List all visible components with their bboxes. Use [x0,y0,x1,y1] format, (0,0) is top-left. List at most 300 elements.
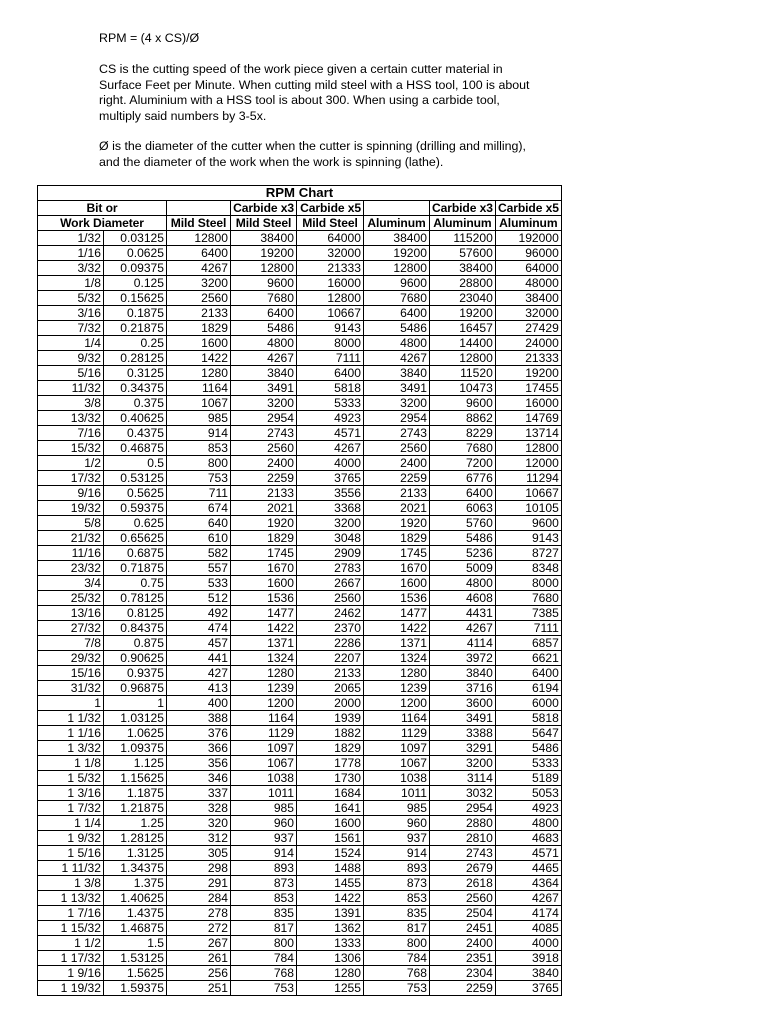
cell-carbide-x3-steel: 2259 [231,471,297,486]
table-row [38,441,562,456]
cell-carbide-x3-steel: 985 [231,801,297,816]
cell-decimal: 1.25 [104,816,167,831]
cell-aluminum: 3200 [364,396,430,411]
cell-aluminum: 1422 [364,621,430,636]
cell-fraction: 1 3/8 [38,876,104,891]
cell-aluminum: 1097 [364,741,430,756]
table-row [38,906,562,921]
cell-decimal: 0.75 [104,576,167,591]
cell-mild-steel: 305 [167,846,231,861]
cell-decimal: 0.96875 [104,681,167,696]
cell-aluminum: 4800 [364,336,430,351]
cell-mild-steel: 2560 [167,291,231,306]
cell-decimal: 0.5 [104,456,167,471]
cell-carbide-x5-steel: 1280 [297,966,364,981]
table-row [38,276,562,291]
cell-carbide-x3-aluminum: 14400 [430,336,496,351]
cell-carbide-x3-steel: 1600 [231,576,297,591]
cell-aluminum: 784 [364,951,430,966]
cell-fraction: 1/2 [38,456,104,471]
cell-carbide-x3-steel: 1829 [231,531,297,546]
cell-mild-steel: 457 [167,636,231,651]
cell-aluminum: 937 [364,831,430,846]
cell-carbide-x3-aluminum: 5760 [430,516,496,531]
cell-carbide-x3-aluminum: 6400 [430,486,496,501]
cell-carbide-x3-steel: 7680 [231,291,297,306]
cell-decimal: 0.3125 [104,366,167,381]
header-top-mild-steel [167,201,231,216]
cell-carbide-x5-steel: 2370 [297,621,364,636]
cell-mild-steel: 582 [167,546,231,561]
cell-carbide-x5-steel: 1778 [297,756,364,771]
cell-carbide-x5-aluminum: 4267 [495,891,561,906]
cell-carbide-x3-steel: 2560 [231,441,297,456]
header-top-carbide-x5-aluminum: Carbide x5 [495,201,561,216]
cell-carbide-x3-aluminum: 4114 [430,636,496,651]
cell-carbide-x5-aluminum: 19200 [495,366,561,381]
cell-aluminum: 2954 [364,411,430,426]
cell-decimal: 0.65625 [104,531,167,546]
header-mild-steel: Mild Steel [167,216,231,231]
cell-carbide-x5-aluminum: 9143 [495,531,561,546]
cell-mild-steel: 1600 [167,336,231,351]
cell-carbide-x5-steel: 1333 [297,936,364,951]
cell-mild-steel: 2133 [167,306,231,321]
cell-carbide-x3-steel: 800 [231,936,297,951]
diameter-description: Ø is the diameter of the cutter when the cutter is spinning (drilling and milling), and the diameter of the work when the work is spinning (lathe). [99,139,526,169]
cell-fraction: 1 3/16 [38,786,104,801]
cell-carbide-x5-aluminum: 7385 [495,606,561,621]
cell-fraction: 1 1/16 [38,726,104,741]
cell-decimal: 0.78125 [104,591,167,606]
cell-carbide-x3-steel: 6400 [231,306,297,321]
cell-fraction: 1 [38,696,104,711]
cell-carbide-x3-aluminum: 4267 [430,621,496,636]
cell-carbide-x5-aluminum: 4465 [495,861,561,876]
cell-decimal: 0.9375 [104,666,167,681]
cell-aluminum: 3491 [364,381,430,396]
cell-fraction: 1 3/32 [38,741,104,756]
cell-carbide-x3-steel: 1097 [231,741,297,756]
cell-decimal: 1.5 [104,936,167,951]
cell-carbide-x3-aluminum: 3114 [430,771,496,786]
cell-fraction: 1 1/4 [38,816,104,831]
cell-mild-steel: 284 [167,891,231,906]
cell-mild-steel: 312 [167,831,231,846]
cell-mild-steel: 337 [167,786,231,801]
cell-aluminum: 753 [364,981,430,996]
cell-mild-steel: 800 [167,456,231,471]
cell-fraction: 31/32 [38,681,104,696]
cell-decimal: 0.25 [104,336,167,351]
cell-aluminum: 1164 [364,711,430,726]
cell-carbide-x5-aluminum: 11294 [495,471,561,486]
cell-carbide-x3-steel: 1745 [231,546,297,561]
cell-carbide-x5-steel: 2286 [297,636,364,651]
cell-decimal: 0.71875 [104,561,167,576]
table-row [38,291,562,306]
cell-mild-steel: 413 [167,681,231,696]
cell-aluminum: 1239 [364,681,430,696]
cell-aluminum: 3840 [364,366,430,381]
cell-carbide-x3-aluminum: 38400 [430,261,496,276]
cell-carbide-x5-aluminum: 6000 [495,696,561,711]
cell-carbide-x5-aluminum: 4174 [495,906,561,921]
cell-aluminum: 1280 [364,666,430,681]
cell-aluminum: 853 [364,891,430,906]
cell-decimal: 1.28125 [104,831,167,846]
cell-carbide-x3-aluminum: 2451 [430,921,496,936]
cell-carbide-x3-aluminum: 6063 [430,501,496,516]
cell-carbide-x3-aluminum: 2304 [430,966,496,981]
cell-aluminum: 2133 [364,486,430,501]
cell-carbide-x5-aluminum: 8727 [495,546,561,561]
cell-carbide-x5-aluminum: 3840 [495,966,561,981]
cell-carbide-x5-aluminum: 13714 [495,426,561,441]
header-carbide-x5-aluminum: Aluminum [495,216,561,231]
cell-carbide-x5-aluminum: 5189 [495,771,561,786]
table-row [38,651,562,666]
cell-carbide-x5-aluminum: 4364 [495,876,561,891]
cell-mild-steel: 853 [167,441,231,456]
cell-mild-steel: 474 [167,621,231,636]
cell-carbide-x5-steel: 1455 [297,876,364,891]
table-row [38,756,562,771]
table-row [38,696,562,711]
cell-carbide-x3-steel: 1422 [231,621,297,636]
table-row [38,936,562,951]
cell-carbide-x3-aluminum: 3291 [430,741,496,756]
cell-carbide-x5-aluminum: 4800 [495,816,561,831]
cell-carbide-x5-aluminum: 14769 [495,411,561,426]
cell-carbide-x5-steel: 1641 [297,801,364,816]
cell-fraction: 1 7/32 [38,801,104,816]
cell-aluminum: 1920 [364,516,430,531]
cell-fraction: 19/32 [38,501,104,516]
table-row [38,921,562,936]
cell-carbide-x5-steel: 2133 [297,666,364,681]
table-row [38,816,562,831]
table-row [38,801,562,816]
cell-carbide-x5-aluminum: 5486 [495,741,561,756]
cell-carbide-x5-aluminum: 7680 [495,591,561,606]
cell-decimal: 0.125 [104,276,167,291]
cell-fraction: 7/16 [38,426,104,441]
cell-carbide-x3-steel: 2400 [231,456,297,471]
cutting-speed-description: CS is the cutting speed of the work piece given a certain cutter material in Surface Feet per Minute. When cutting mild steel with a HSS tool, 100 is about right. Aluminium with a HSS tool is about 300. When using a carbide tool, multiply said numbers by 3-5x. [99,62,530,123]
cell-carbide-x3-aluminum: 11520 [430,366,496,381]
cell-fraction: 1 17/32 [38,951,104,966]
cell-carbide-x3-steel: 19200 [231,246,297,261]
cell-decimal: 1.09375 [104,741,167,756]
cell-aluminum: 5486 [364,321,430,336]
cell-carbide-x3-steel: 1371 [231,636,297,651]
cell-carbide-x5-steel: 5333 [297,396,364,411]
cell-decimal: 1 [104,696,167,711]
cell-decimal: 0.8125 [104,606,167,621]
cell-decimal: 1.03125 [104,711,167,726]
cell-carbide-x5-steel: 1561 [297,831,364,846]
cell-decimal: 1.21875 [104,801,167,816]
cell-aluminum: 817 [364,921,430,936]
cell-carbide-x3-steel: 1164 [231,711,297,726]
cell-fraction: 3/16 [38,306,104,321]
cell-carbide-x5-aluminum: 6857 [495,636,561,651]
cell-carbide-x3-steel: 873 [231,876,297,891]
cell-carbide-x5-steel: 1255 [297,981,364,996]
cell-carbide-x3-steel: 893 [231,861,297,876]
cell-decimal: 0.46875 [104,441,167,456]
cell-carbide-x3-steel: 960 [231,816,297,831]
table-row [38,966,562,981]
cell-carbide-x3-aluminum: 7200 [430,456,496,471]
cell-carbide-x3-aluminum: 2618 [430,876,496,891]
table-row [38,891,562,906]
cell-mild-steel: 3200 [167,276,231,291]
cell-aluminum: 12800 [364,261,430,276]
cell-carbide-x3-aluminum: 4431 [430,606,496,621]
cell-carbide-x3-aluminum: 23040 [430,291,496,306]
cell-carbide-x5-steel: 3200 [297,516,364,531]
cell-carbide-x3-aluminum: 3032 [430,786,496,801]
cell-fraction: 1/4 [38,336,104,351]
cell-carbide-x5-aluminum: 4923 [495,801,561,816]
cell-carbide-x3-steel: 937 [231,831,297,846]
cell-carbide-x5-steel: 1829 [297,741,364,756]
cell-mild-steel: 388 [167,711,231,726]
cell-carbide-x5-steel: 9143 [297,321,364,336]
table-row [38,426,562,441]
cell-carbide-x5-steel: 4267 [297,441,364,456]
cell-fraction: 1/32 [38,231,104,246]
cell-carbide-x3-steel: 835 [231,906,297,921]
cell-carbide-x3-aluminum: 28800 [430,276,496,291]
cell-decimal: 0.59375 [104,501,167,516]
cell-aluminum: 2400 [364,456,430,471]
cell-fraction: 9/16 [38,486,104,501]
cell-decimal: 0.03125 [104,231,167,246]
cell-carbide-x5-steel: 1882 [297,726,364,741]
cell-carbide-x3-steel: 4267 [231,351,297,366]
cell-decimal: 1.34375 [104,861,167,876]
cell-fraction: 13/16 [38,606,104,621]
cell-carbide-x5-aluminum: 48000 [495,276,561,291]
cell-aluminum: 7680 [364,291,430,306]
cell-mild-steel: 1422 [167,351,231,366]
table-row [38,561,562,576]
cell-carbide-x3-steel: 753 [231,981,297,996]
cell-aluminum: 960 [364,816,430,831]
cell-aluminum: 1200 [364,696,430,711]
cell-carbide-x5-steel: 1730 [297,771,364,786]
cell-carbide-x5-steel: 1362 [297,921,364,936]
cell-aluminum: 1038 [364,771,430,786]
cell-carbide-x5-aluminum: 4683 [495,831,561,846]
cell-carbide-x3-aluminum: 57600 [430,246,496,261]
cell-carbide-x5-steel: 4000 [297,456,364,471]
cell-fraction: 5/32 [38,291,104,306]
cell-fraction: 1 5/16 [38,846,104,861]
cell-decimal: 1.4375 [104,906,167,921]
cell-decimal: 1.1875 [104,786,167,801]
cell-carbide-x5-steel: 2207 [297,651,364,666]
cell-carbide-x3-steel: 1280 [231,666,297,681]
cell-carbide-x5-steel: 5818 [297,381,364,396]
cell-fraction: 1 9/32 [38,831,104,846]
cell-decimal: 1.125 [104,756,167,771]
cell-carbide-x3-steel: 914 [231,846,297,861]
cell-carbide-x3-steel: 784 [231,951,297,966]
cell-carbide-x5-steel: 1306 [297,951,364,966]
cell-mild-steel: 328 [167,801,231,816]
cell-carbide-x5-steel: 6400 [297,366,364,381]
cell-carbide-x5-steel: 1684 [297,786,364,801]
cell-carbide-x5-steel: 1391 [297,906,364,921]
cell-mild-steel: 6400 [167,246,231,261]
cell-carbide-x3-steel: 4800 [231,336,297,351]
cell-carbide-x5-steel: 2909 [297,546,364,561]
table-row [38,486,562,501]
cell-aluminum: 2560 [364,441,430,456]
cell-carbide-x3-aluminum: 8229 [430,426,496,441]
cell-mild-steel: 711 [167,486,231,501]
cell-carbide-x3-aluminum: 12800 [430,351,496,366]
table-row [38,726,562,741]
table-row [38,546,562,561]
cell-carbide-x5-aluminum: 8348 [495,561,561,576]
cell-carbide-x3-steel: 1239 [231,681,297,696]
cell-carbide-x5-steel: 2065 [297,681,364,696]
cell-carbide-x5-steel: 3556 [297,486,364,501]
cell-carbide-x3-steel: 2021 [231,501,297,516]
cell-aluminum: 893 [364,861,430,876]
table-row [38,336,562,351]
cell-carbide-x5-steel: 32000 [297,246,364,261]
cell-carbide-x3-steel: 1011 [231,786,297,801]
cell-aluminum: 6400 [364,306,430,321]
cell-carbide-x3-aluminum: 7680 [430,441,496,456]
cell-carbide-x3-aluminum: 2954 [430,801,496,816]
cell-carbide-x5-aluminum: 21333 [495,351,561,366]
header-top-carbide-x3-aluminum: Carbide x3 [430,201,496,216]
cell-fraction: 15/16 [38,666,104,681]
cell-mild-steel: 267 [167,936,231,951]
table-title: RPM Chart [38,186,562,201]
cell-mild-steel: 1829 [167,321,231,336]
cell-mild-steel: 1280 [167,366,231,381]
cell-carbide-x5-steel: 3368 [297,501,364,516]
table-row [38,771,562,786]
cell-carbide-x5-aluminum: 38400 [495,291,561,306]
cell-fraction: 5/8 [38,516,104,531]
cell-aluminum: 1067 [364,756,430,771]
table-row [38,261,562,276]
cell-aluminum: 4267 [364,351,430,366]
cell-carbide-x3-steel: 3200 [231,396,297,411]
cell-fraction: 11/16 [38,546,104,561]
cell-decimal: 0.09375 [104,261,167,276]
cell-mild-steel: 557 [167,561,231,576]
table-row [38,681,562,696]
table-row [38,471,562,486]
cell-carbide-x3-aluminum: 2400 [430,936,496,951]
cell-carbide-x3-aluminum: 2880 [430,816,496,831]
table-row [38,861,562,876]
cell-carbide-x5-steel: 16000 [297,276,364,291]
cell-aluminum: 9600 [364,276,430,291]
cell-mild-steel: 533 [167,576,231,591]
cell-decimal: 1.375 [104,876,167,891]
cell-mild-steel: 298 [167,861,231,876]
cell-carbide-x5-aluminum: 7111 [495,621,561,636]
cell-carbide-x5-steel: 2462 [297,606,364,621]
cell-aluminum: 1129 [364,726,430,741]
cell-carbide-x5-aluminum: 27429 [495,321,561,336]
cell-mild-steel: 366 [167,741,231,756]
cell-carbide-x3-aluminum: 8862 [430,411,496,426]
cell-carbide-x3-aluminum: 6776 [430,471,496,486]
cell-carbide-x5-steel: 1939 [297,711,364,726]
cell-carbide-x3-steel: 853 [231,891,297,906]
cell-carbide-x5-steel: 3765 [297,471,364,486]
cell-fraction: 1 19/32 [38,981,104,996]
cell-fraction: 1 13/32 [38,891,104,906]
cell-carbide-x3-aluminum: 16457 [430,321,496,336]
header-carbide-x3-mild-steel: Mild Steel [231,216,297,231]
cell-mild-steel: 278 [167,906,231,921]
table-row [38,636,562,651]
cell-carbide-x5-steel: 2560 [297,591,364,606]
cell-carbide-x5-aluminum: 8000 [495,576,561,591]
cell-carbide-x5-steel: 3048 [297,531,364,546]
cell-carbide-x5-aluminum: 12000 [495,456,561,471]
table-row [38,246,562,261]
cell-carbide-x3-steel: 2954 [231,411,297,426]
cell-decimal: 0.0625 [104,246,167,261]
cell-mild-steel: 640 [167,516,231,531]
table-row [38,741,562,756]
table-row [38,786,562,801]
table-row [38,411,562,426]
cell-carbide-x3-aluminum: 3972 [430,651,496,666]
cell-carbide-x5-aluminum: 12800 [495,441,561,456]
cell-carbide-x5-aluminum: 96000 [495,246,561,261]
cell-fraction: 1 1/32 [38,711,104,726]
cell-fraction: 3/8 [38,396,104,411]
cell-decimal: 0.40625 [104,411,167,426]
cell-carbide-x5-steel: 21333 [297,261,364,276]
cell-carbide-x5-aluminum: 5053 [495,786,561,801]
cell-decimal: 1.46875 [104,921,167,936]
cell-carbide-x3-aluminum: 5236 [430,546,496,561]
cell-decimal: 0.1875 [104,306,167,321]
cell-carbide-x3-steel: 1200 [231,696,297,711]
cell-aluminum: 1536 [364,591,430,606]
cell-mild-steel: 1067 [167,396,231,411]
cell-carbide-x3-aluminum: 115200 [430,231,496,246]
table-row [38,231,562,246]
cell-carbide-x5-aluminum: 64000 [495,261,561,276]
cell-mild-steel: 1164 [167,381,231,396]
cell-carbide-x3-steel: 2133 [231,486,297,501]
cell-carbide-x5-steel: 4923 [297,411,364,426]
cell-carbide-x3-aluminum: 4608 [430,591,496,606]
cell-carbide-x5-aluminum: 16000 [495,396,561,411]
cell-carbide-x5-aluminum: 6400 [495,666,561,681]
header-row-top [38,201,562,216]
cell-decimal: 1.59375 [104,981,167,996]
cell-decimal: 1.53125 [104,951,167,966]
